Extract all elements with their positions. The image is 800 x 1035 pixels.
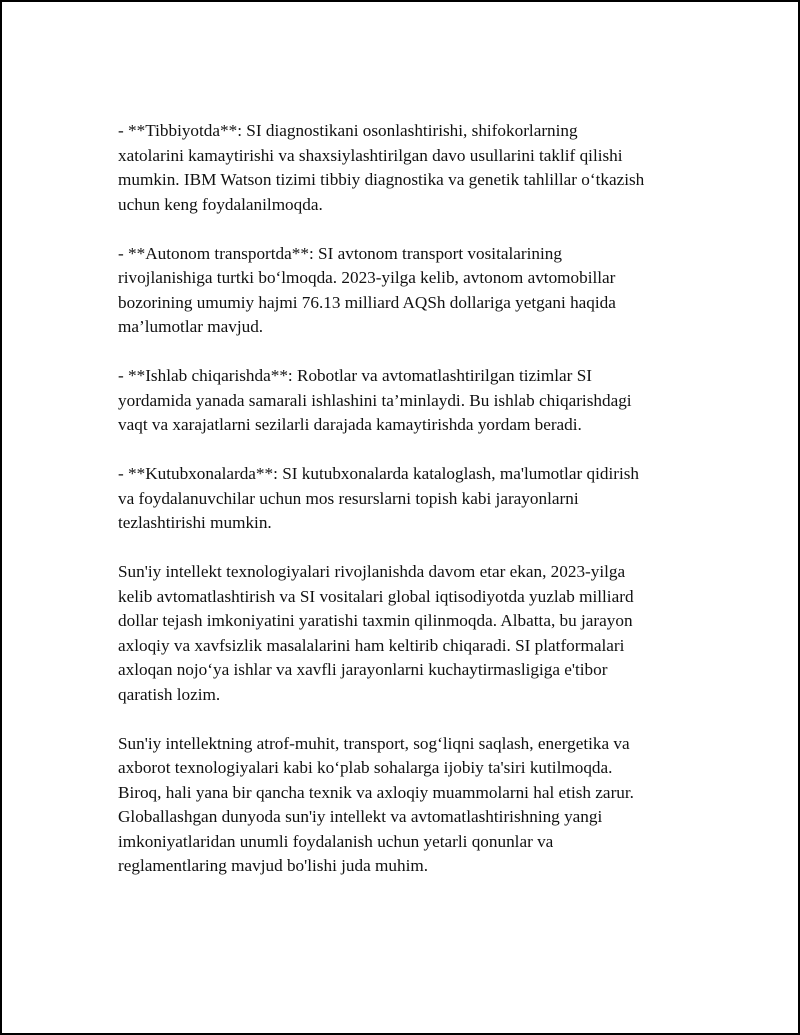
paragraph-tibbiyotda: - **Tibbiyotda**: SI diagnostikani osonlashtirishi, shifokorlarning xatolarini kamaytirishi va shaxsiylashtirilgan davo usullarini taklif qilishi mumkin. IBM Watson tizimi tibbiy diagnostika va genetik tahlillar o‘tkazish uchun keng foydalanilmoqda. [118, 121, 645, 214]
paragraph-ishlab-chiqarishda: - **Ishlab chiqarishda**: Robotlar va avtomatlashtirilgan tizimlar SI yordamida yanada samarali ishlashini ta’minlaydi. Bu ishlab chiqarishdagi vaqt va xarajatlarni sezilarli darajada kamaytirishda yordam beradi. [118, 366, 632, 434]
paragraph-kutubxonalarda: - **Kutubxonalarda**: SI kutubxonalarda kataloglash, ma'lumotlar qidirish va foydalanuvchilar uchun mos resurslarni topish kabi jarayonlarni tezlashtirishi mumkin. [118, 464, 639, 532]
document-body [118, 119, 708, 879]
paragraph-autonom-transportda: - **Autonom transportda**: SI avtonom transport vositalarining rivojlanishiga turtki bo‘lmoqda. 2023-yilga kelib, avtonom avtomobillar bozorining umumiy hajmi 76.13 milliard AQSh dollariga yetgani haqida ma’lumotlar mavjud. [118, 243, 616, 336]
paragraph-ai-impact: Sun'iy intellektning atrof-muhit, transport, sog‘liqni saqlash, energetika va axborot texnologiyalari kabi ko‘plab sohalarga ijobiy ta'siri kutilmoqda. Biroq, hali yana bir qancha texnik va axloqiy muammolarni hal etish zarur. Globallashgan dunyoda sun'iy intellekt va avtomatlashtirishning yangi imkoniyatlaridan unumli foydalanish uchun yetarli qonunlar va reglamentlaring mavjud bo'lishi juda muhim. [118, 733, 634, 875]
paragraph-ai-development: Sun'iy intellekt texnologiyalari rivojlanishda davom etar ekan, 2023-yilga kelib avtomatlashtirish va SI vositalari global iqtisodiyotda yuzlab milliard dollar tejash imkoniyatini yaratishi taxmin qilinmoqda. Albatta, bu jarayon axloqiy va xavfsizlik masalalarini ham keltirib chiqaradi. SI platformalari axloqan nojo‘ya ishlar va xavfli jarayonlarni kuchaytirmasligiga e'tibor qaratish lozim. [118, 562, 634, 704]
